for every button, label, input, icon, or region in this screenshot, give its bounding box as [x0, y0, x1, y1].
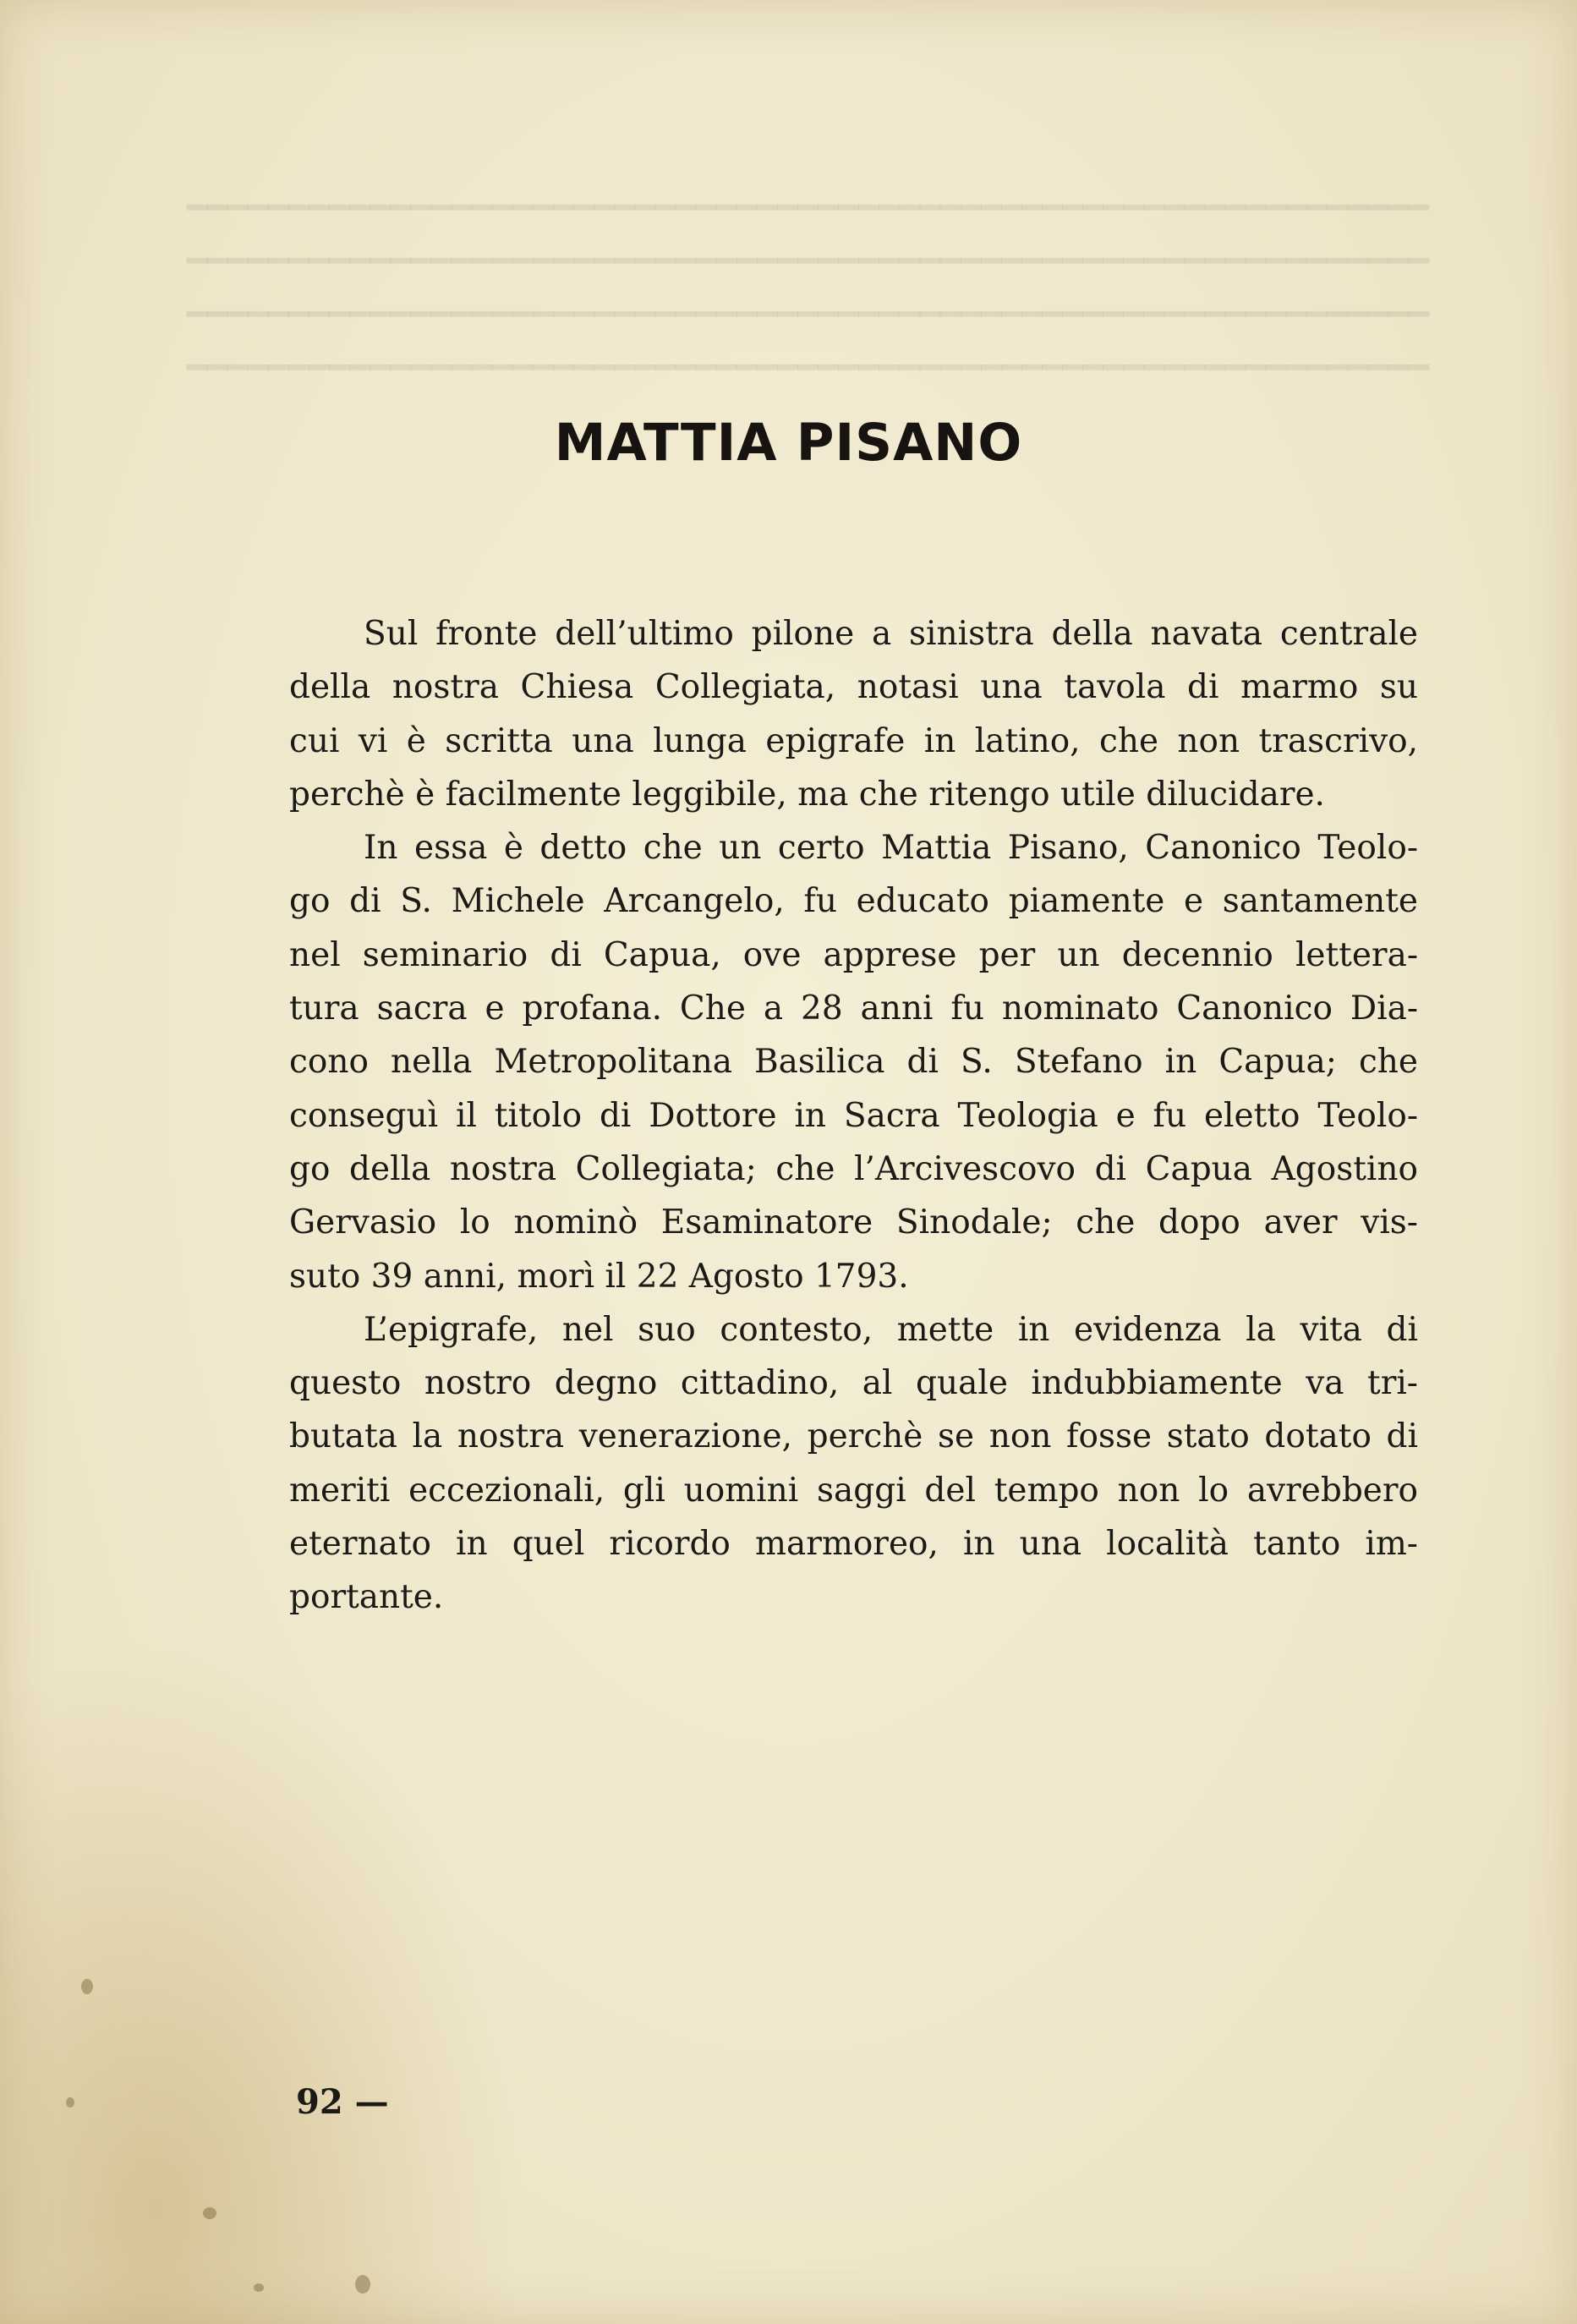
text-line: conseguì il titolo di Dottore in Sacra Teologia e fu eletto Teolo- — [289, 1096, 1418, 1135]
text-line: go di S. Michele Arcangelo, fu educato piamente e santamente — [289, 882, 1418, 921]
text-line: meriti eccezionali, gli uomini saggi del tempo non lo avrebbero — [289, 1471, 1418, 1510]
text-line: tura sacra e profana. Che a 28 anni fu nominato Canonico Dia- — [289, 989, 1418, 1028]
text-line: suto 39 anni, morì il 22 Agosto 1793. — [289, 1257, 909, 1296]
foxing-spot — [81, 1979, 93, 1994]
text-line: go della nostra Collegiata; che l’Arcivescovo di Capua Agostino — [289, 1149, 1418, 1188]
text-line: della nostra Chiesa Collegiata, notasi una tavola di marmo su — [289, 668, 1418, 707]
text-line: L’epigrafe, nel suo contesto, mette in evidenza la vita di — [364, 1310, 1418, 1349]
page-number: 92 — — [296, 2082, 389, 2122]
paragraph-3 — [289, 1303, 1418, 1625]
foxing-spot — [203, 2207, 216, 2219]
text-line: Sul fronte dell’ultimo pilone a sinistra della navata centrale — [364, 615, 1418, 653]
text-line: cui vi è scritta una lunga epigrafe in latino, che non trascrivo, — [289, 721, 1418, 760]
foxing-spot — [254, 2283, 264, 2292]
text-line: perchè è facilmente leggibile, ma che ritengo utile dilucidare. — [289, 775, 1325, 814]
foxing-spot — [66, 2097, 74, 2107]
page-title: MATTIA PISANO — [554, 413, 1023, 473]
text-line: Gervasio lo nominò Esaminatore Sinodale; che dopo aver vis- — [289, 1203, 1418, 1242]
text-line: questo nostro degno cittadino, al quale indubbiamente va tri- — [289, 1364, 1418, 1403]
text-line: butata la nostra venerazione, perchè se non fosse stato dotato di — [289, 1417, 1418, 1456]
foxing-spot — [355, 2275, 370, 2294]
text-line: cono nella Metropolitana Basilica di S. Stefano in Capua; che — [289, 1043, 1418, 1082]
text-line: nel seminario di Capua, ove apprese per un decennio lettera- — [289, 935, 1418, 974]
body-text — [289, 607, 1418, 1625]
paragraph-2 — [289, 821, 1418, 1303]
text-line: portante. — [289, 1578, 444, 1617]
paragraph-1 — [289, 607, 1418, 821]
text-line: eternato in quel ricordo marmoreo, in una località tanto im- — [289, 1525, 1418, 1564]
text-line: In essa è detto che un certo Mattia Pisano, Canonico Teolo- — [364, 829, 1418, 868]
show-through-texture: ━━━━━━━━━━━━━━━━━━━━━━━━━━━━━━━━━━━━━━━━━━━━━━━━━━━━━━━━━━━━━ ━━━━━━━━━━━━━━━━━━━━━━━━━━━━━━━━━━━━━━━━━━━━━━━━━━━━━━━━━━━━━ ━━━━━━━━━━━━━━━━━━━━━━━━━━━━━━━━━━━━━━━━━━━━━━━━━━━━━━━━━━━━━ ━━━━━━━━━━━━━━━━━━━━━━━━━━━━━━━━━━━━━━━━━━━━━━━━━━━━━━━━━━━━━ — [186, 189, 1429, 387]
